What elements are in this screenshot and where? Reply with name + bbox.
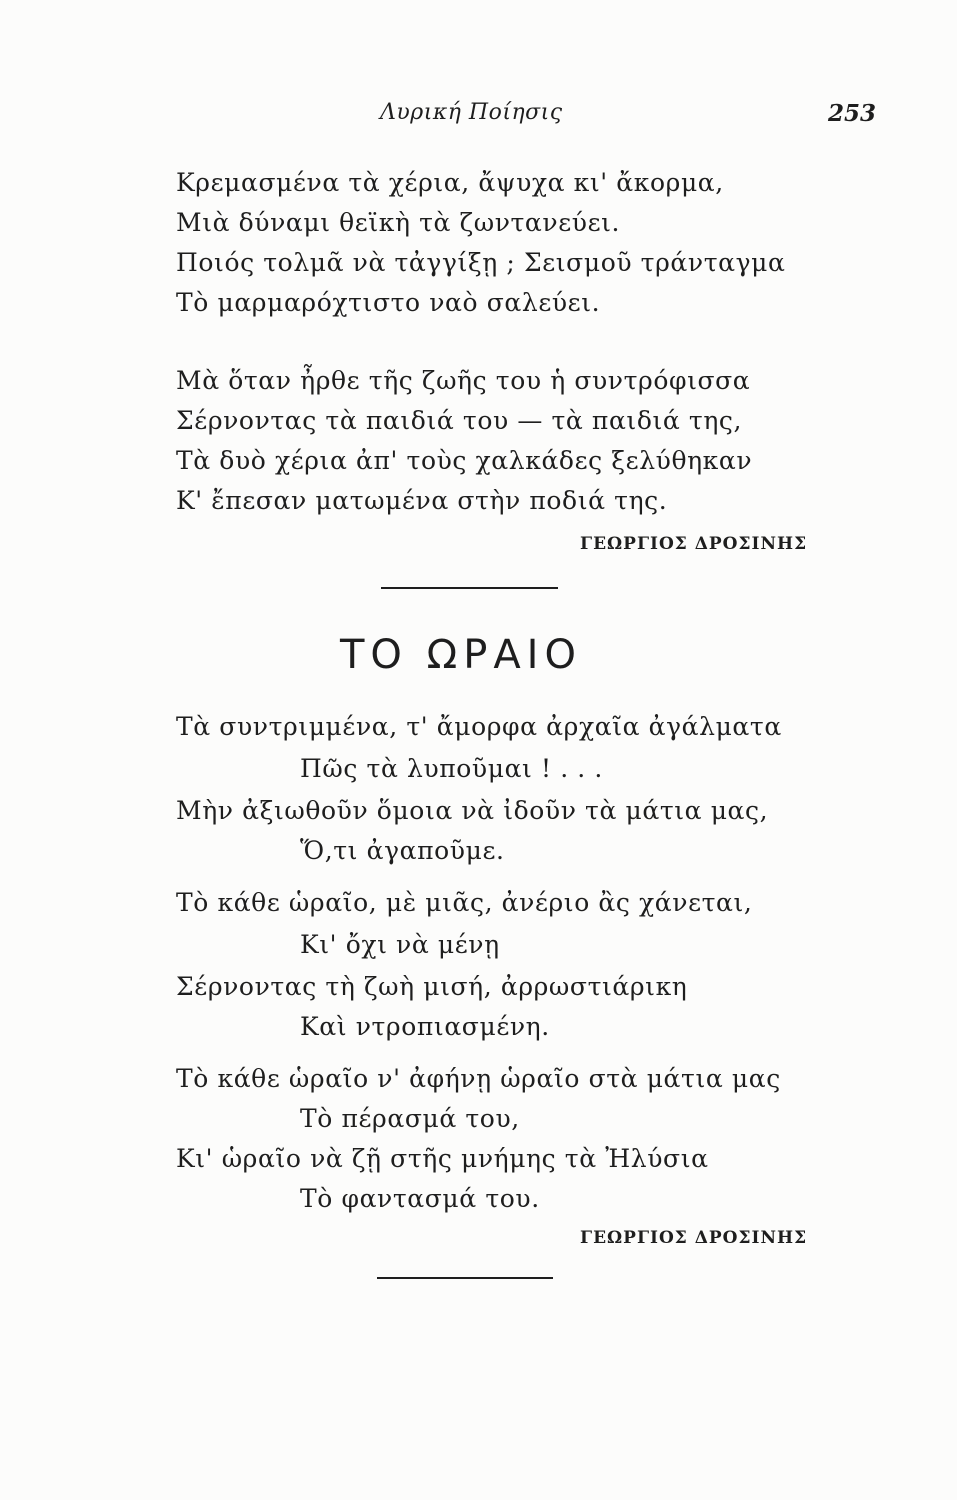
poem2-stanza3-line2: Τὸ πέρασμά του, bbox=[300, 1104, 520, 1133]
poem1-signature: ΓΕΩΡΓΙΟΣ ΔΡΟΣΙΝΗΣ bbox=[580, 534, 808, 554]
poem2-stanza2-line2: Κι' ὄχι νὰ μένῃ bbox=[300, 930, 500, 959]
poem1-stanza1-line4: Τὸ μαρμαρόχτιστο ναὸ σαλεύει. bbox=[176, 288, 601, 317]
poem-title: ΤΟ ΩΡΑΙΟ bbox=[340, 632, 582, 678]
poem2-stanza1-line2: Πῶς τὰ λυποῦμαι ! . . . bbox=[300, 754, 603, 783]
poem2-stanza1-line1: Τὰ συντριμμένα, τ' ἄμορφα ἀρχαῖα ἀγάλματα bbox=[176, 712, 782, 741]
poem2-stanza3-line4: Τὸ φαντασμά του. bbox=[300, 1184, 540, 1213]
poem2-stanza2-line4: Καὶ ντροπιασμένη. bbox=[300, 1012, 550, 1041]
poem2-stanza3-line1: Τὸ κάθε ὡραῖο ν' ἀφήνῃ ὡραῖο στὰ μάτια μας bbox=[176, 1064, 781, 1093]
poem2-stanza2-line1: Τὸ κάθε ὡραῖο, μὲ μιᾶς, ἀνέριο ἂς χάνεται, bbox=[176, 888, 753, 917]
poem2-stanza1-line3: Μὴν ἀξιωθοῦν ὅμοια νὰ ἰδοῦν τὰ μάτια μας, bbox=[176, 796, 769, 825]
poem2-stanza3-line3: Κι' ὡραῖο νὰ ζῇ στῆς μνήμης τὰ Ἠλύσια bbox=[176, 1144, 709, 1173]
poem2-signature: ΓΕΩΡΓΙΟΣ ΔΡΟΣΙΝΗΣ bbox=[580, 1228, 808, 1248]
poem2-stanza2-line3: Σέρνοντας τὴ ζωὴ μισή, ἀρρωστιάρικη bbox=[176, 972, 688, 1001]
poem2-stanza1-line4: Ὅ,τι ἀγαποῦμε. bbox=[300, 836, 505, 865]
section-divider bbox=[381, 587, 558, 589]
running-head: Λυρική Ποίησις bbox=[380, 100, 563, 125]
end-divider bbox=[377, 1277, 553, 1279]
poem1-stanza2-line4: Κ' ἔπεσαν ματωμένα στὴν ποδιά της. bbox=[176, 486, 668, 515]
poem1-stanza2-line1: Μὰ ὅταν ἦρθε τῆς ζωῆς του ἡ συντρόφισσα bbox=[176, 366, 751, 395]
poem1-stanza1-line2: Μιὰ δύναμι θεϊκὴ τὰ ζωντανεύει. bbox=[176, 208, 621, 237]
poem1-stanza1-line1: Κρεμασμένα τὰ χέρια, ἄψυχα κι' ἄκορμα, bbox=[176, 168, 724, 197]
page-number: 253 bbox=[828, 100, 877, 127]
poem1-stanza1-line3: Ποιός τολμᾶ νὰ τἀγγίξῃ ; Σεισμοῦ τράνταγμα bbox=[176, 248, 786, 277]
poem1-stanza2-line2: Σέρνοντας τὰ παιδιά του — τὰ παιδιά της, bbox=[176, 406, 743, 435]
poem1-stanza2-line3: Τὰ δυὸ χέρια ἀπ' τοὺς χαλκάδες ξελύθηκαν bbox=[176, 446, 753, 475]
